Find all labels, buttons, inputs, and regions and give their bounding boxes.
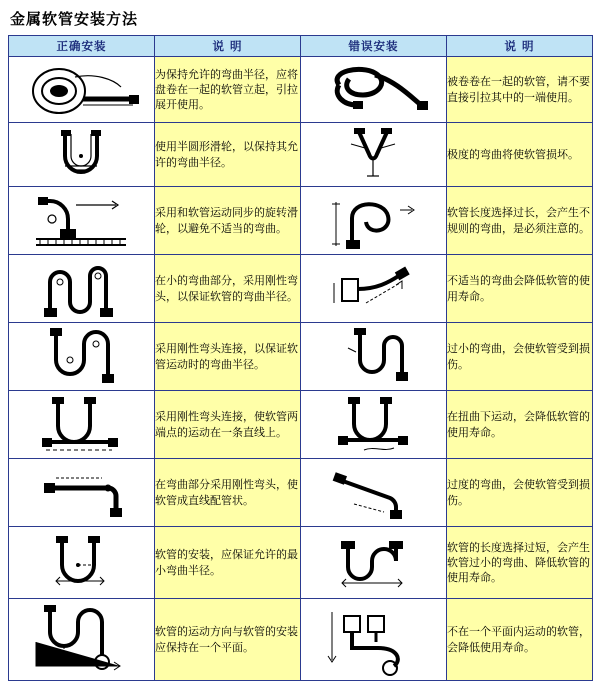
u-shape-straight-line-icon	[9, 394, 154, 456]
description-cell-correct: 软管的运动方向与软管的安装应保持在一个平面。	[155, 599, 301, 681]
loose-long-hose-icon	[301, 190, 446, 252]
figure-cell-correct	[9, 255, 155, 323]
description-cell-correct: 在小的弯曲部分，采用刚性弯头，以保证软管的弯曲半径。	[155, 255, 301, 323]
table-row	[9, 123, 593, 187]
column-header-wrong-install: 错误安装	[301, 36, 447, 57]
table-row	[9, 255, 593, 323]
table-row	[9, 187, 593, 255]
out-of-plane-motion-icon	[301, 602, 446, 678]
figure-cell-wrong	[301, 527, 447, 599]
figure-cell-correct	[9, 123, 155, 187]
too-small-bend-icon	[301, 326, 446, 388]
figure-cell-correct	[9, 187, 155, 255]
figure-cell-correct	[9, 459, 155, 527]
figure-cell-correct	[9, 599, 155, 681]
table-row	[9, 391, 593, 459]
table-header	[9, 36, 593, 57]
figure-cell-wrong	[301, 459, 447, 527]
torsion-bend-icon	[301, 394, 446, 456]
improper-bend-icon	[301, 259, 446, 319]
figure-cell-wrong	[301, 599, 447, 681]
description-cell-correct: 采用刚性弯头连接，以保证软管运动时的弯曲半径。	[155, 323, 301, 391]
description-cell-wrong: 软管的长度选择过短，会产生软管过小的弯曲、降低软管的使用寿命。	[447, 527, 593, 599]
figure-cell-correct	[9, 57, 155, 123]
column-header-wrong-desc: 说 明	[447, 36, 593, 57]
description-cell-wrong: 过度的弯曲，会使软管受到损伤。	[447, 459, 593, 527]
table-row	[9, 527, 593, 599]
figure-cell-wrong	[301, 323, 447, 391]
table-row	[9, 57, 593, 123]
semicircular-sheave-icon	[9, 126, 154, 184]
description-cell-correct: 在弯曲部分采用刚性弯头，使软管成直线配管状。	[155, 459, 301, 527]
table-body	[9, 57, 593, 681]
coiled-hose-pulled-icon	[301, 61, 446, 119]
description-cell-wrong: 不在一个平面内运动的软管，会降低使用寿命。	[447, 599, 593, 681]
description-cell-wrong: 极度的弯曲将使软管损坏。	[447, 123, 593, 187]
coiled-hose-standing-icon	[9, 61, 154, 119]
table-row	[9, 599, 593, 681]
rigid-bend-small-radius-icon	[9, 258, 154, 320]
description-cell-wrong: 被卷卷在一起的软管，请不要直接引拉其中的一端使用。	[447, 57, 593, 123]
excessive-bend-icon	[301, 464, 446, 522]
description-cell-correct: 为保持允许的弯曲半径，应将盘卷在一起的软管立起，引拉展开使用。	[155, 57, 301, 123]
figure-cell-wrong	[301, 57, 447, 123]
table-row	[9, 459, 593, 527]
table-row	[9, 323, 593, 391]
straight-piping-elbow-icon	[9, 464, 154, 522]
over-long-hose-icon	[301, 531, 446, 595]
sharp-bend-hose-icon	[301, 126, 446, 184]
figure-cell-wrong	[301, 391, 447, 459]
rigid-elbow-connection-icon	[9, 326, 154, 388]
description-cell-correct: 使用半圆形滑轮，以保持其允许的弯曲半径。	[155, 123, 301, 187]
figure-cell-correct	[9, 323, 155, 391]
table-header-row	[9, 36, 593, 57]
description-cell-wrong: 软管长度选择过长，会产生不规则的弯曲，是必须注意的。	[447, 187, 593, 255]
description-cell-correct: 软管的安装，应保证允许的最小弯曲半径。	[155, 527, 301, 599]
column-header-correct-desc: 说 明	[155, 36, 301, 57]
figure-cell-wrong	[301, 255, 447, 323]
description-cell-wrong: 在扭曲下运动，会降低软管的使用寿命。	[447, 391, 593, 459]
hose-installation-table	[8, 35, 593, 681]
same-plane-motion-icon	[9, 602, 154, 678]
description-cell-correct: 采用和软管运动同步的旋转滑轮，以避免不适当的弯曲。	[155, 187, 301, 255]
figure-cell-correct	[9, 391, 155, 459]
synchronized-rotating-sheave-icon	[9, 191, 154, 251]
description-cell-wrong: 不适当的弯曲会降低软管的使用寿命。	[447, 255, 593, 323]
figure-cell-correct	[9, 527, 155, 599]
figure-cell-wrong	[301, 187, 447, 255]
page-title: 金属软管安装方法	[10, 10, 139, 28]
description-cell-correct: 采用刚性弯头连接，使软管两端点的运动在一条直线上。	[155, 391, 301, 459]
column-header-correct-install: 正确安装	[9, 36, 155, 57]
figure-cell-wrong	[301, 123, 447, 187]
description-cell-wrong: 过小的弯曲，会使软管受到损伤。	[447, 323, 593, 391]
min-bend-radius-install-icon	[9, 531, 154, 595]
